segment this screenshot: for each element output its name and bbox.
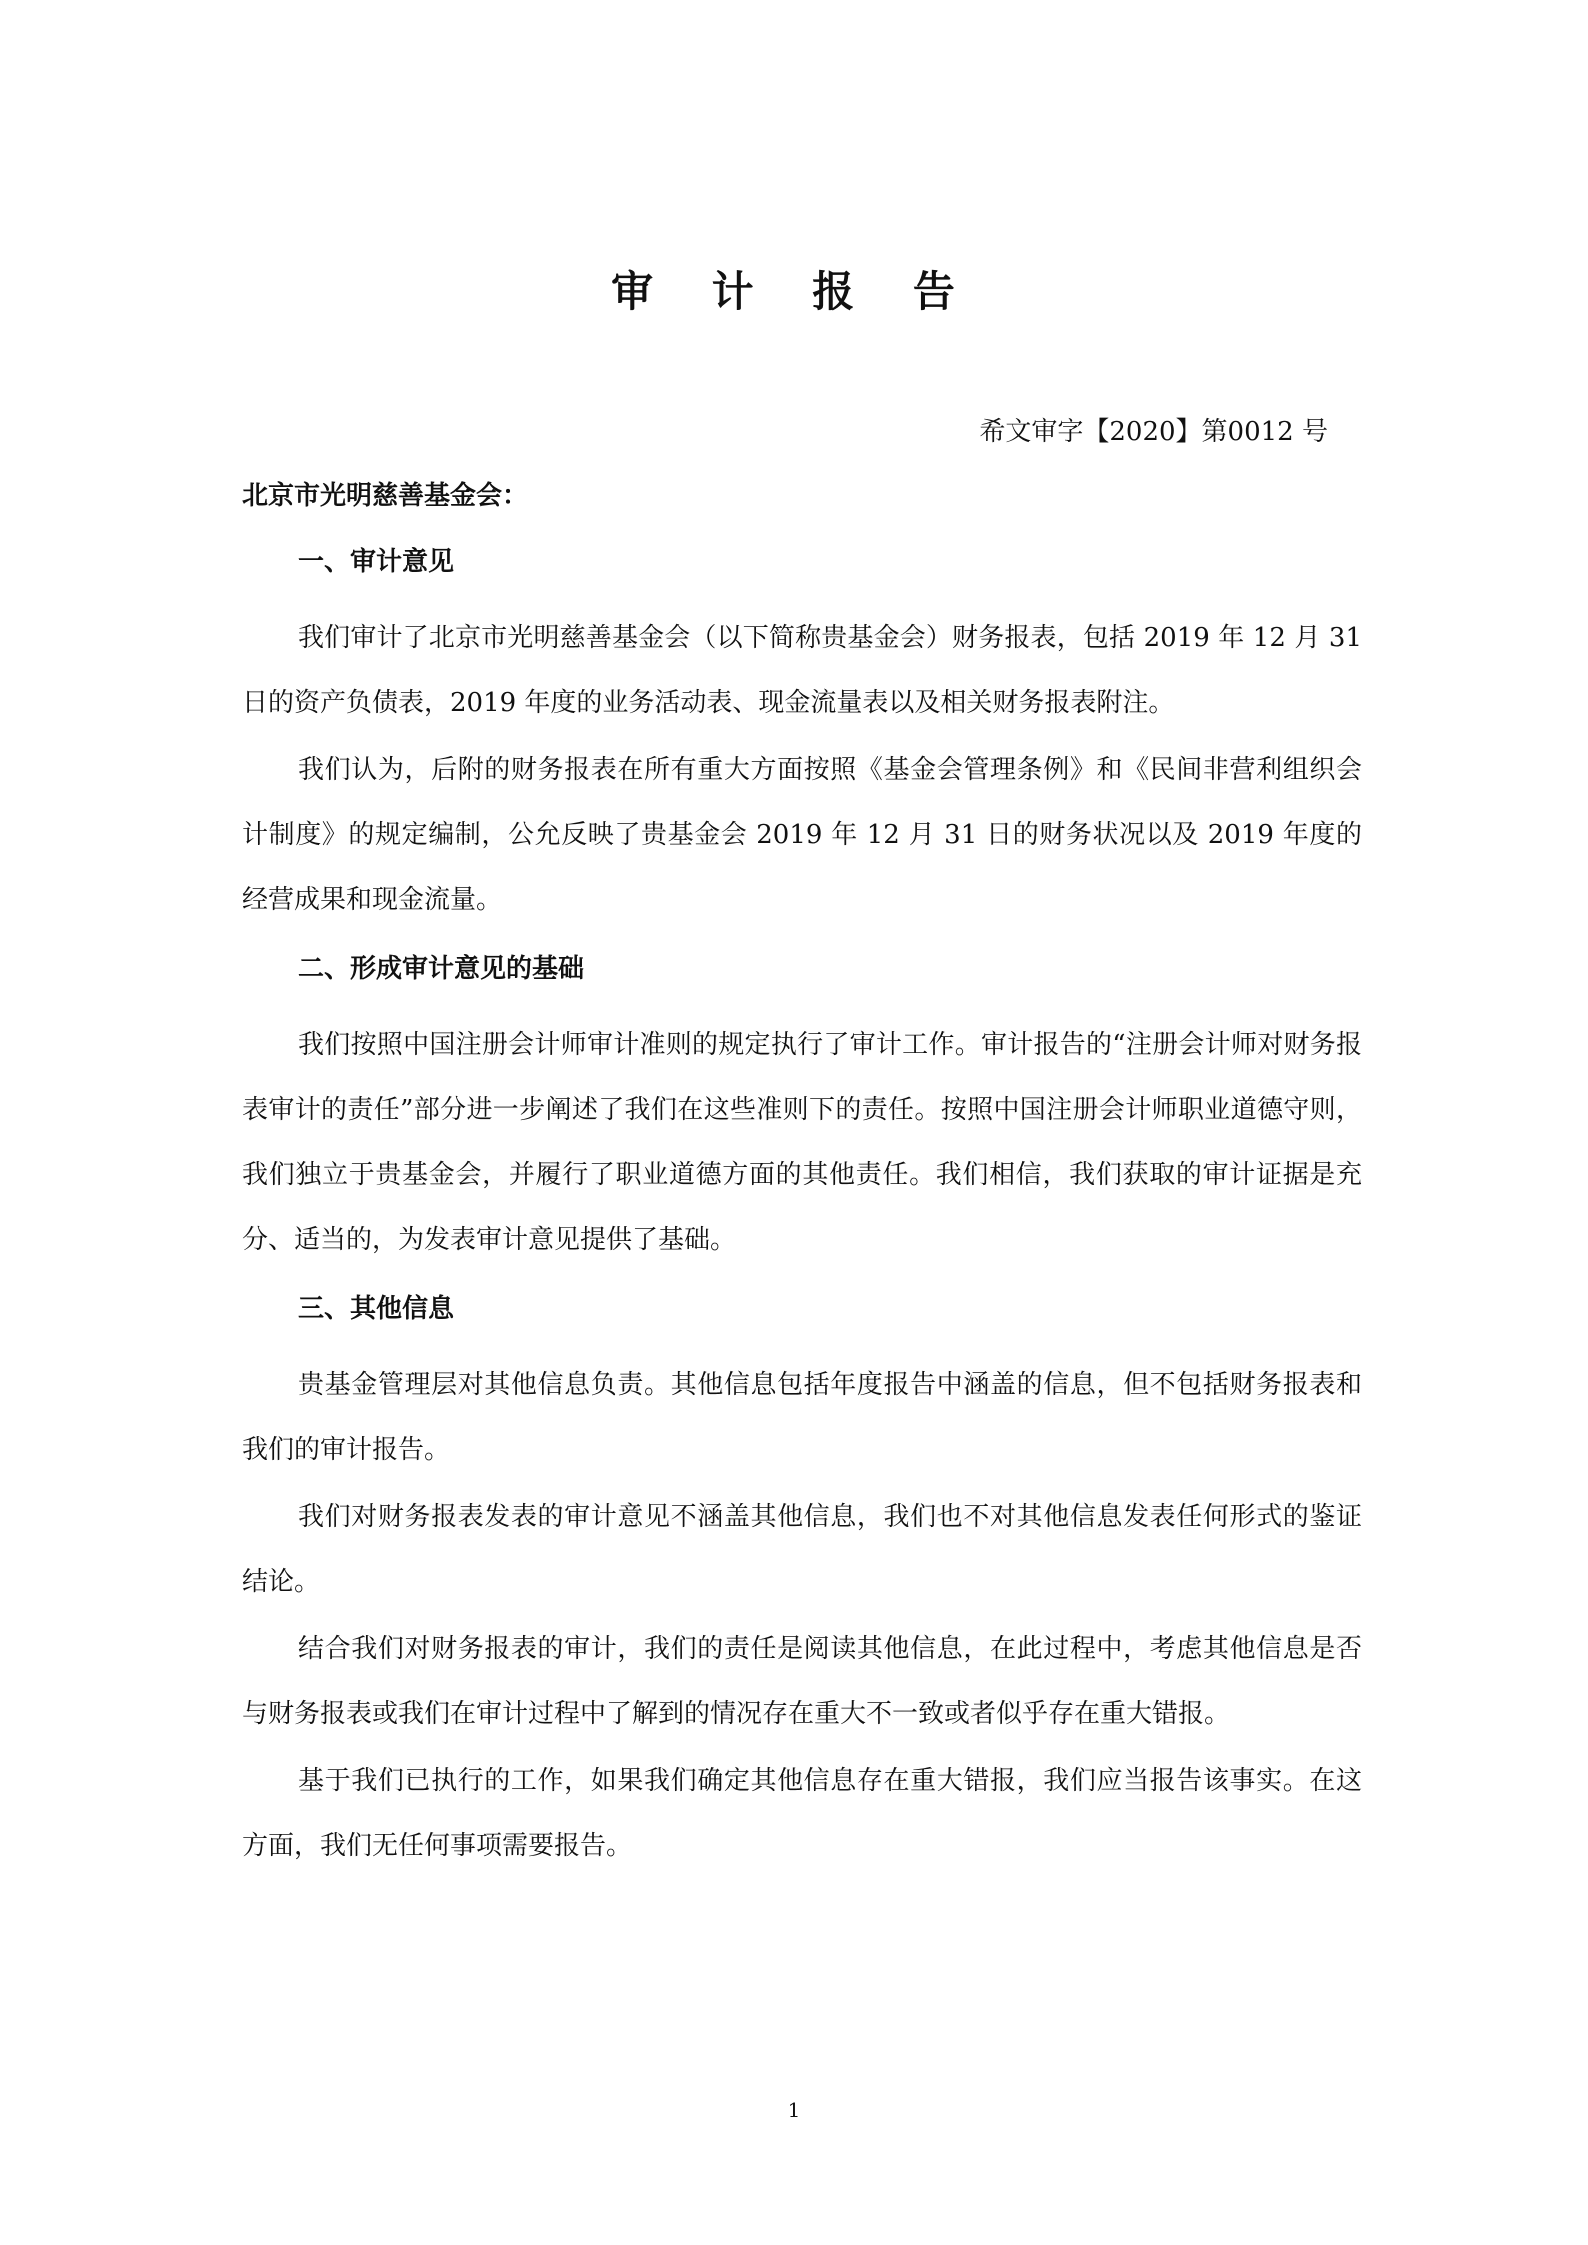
report-title: 审 计 报 告 <box>611 267 977 316</box>
paragraph: 结合我们对财务报表的审计，我们的责任是阅读其他信息，在此过程中，考虑其他信息是否与财务报表或我们在审计过程中了解到的情况存在重大不一致或者似乎存在重大错报。 <box>242 1634 1362 1729</box>
section-heading-other-information: 三、其他信息 <box>298 1294 455 1324</box>
paragraph: 我们审计了北京市光明慈善基金会（以下简称贵基金会）财务报表，包括 2019 年 12 月 31 日的资产负债表，2019 年度的业务活动表、现金流量表以及相关财务报表附注。 <box>242 623 1362 718</box>
paragraph: 基于我们已执行的工作，如果我们确定其他信息存在重大错报，我们应当报告该事实。在这方面，我们无任何事项需要报告。 <box>242 1766 1362 1861</box>
paragraph: 我们按照中国注册会计师审计准则的规定执行了审计工作。审计报告的“注册会计师对财务报表审计的责任”部分进一步阐述了我们在这些准则下的责任。按照中国注册会计师职业道德守则，我们独立于贵基金会，并履行了职业道德方面的其他责任。我们相信，我们获取的审计证据是充分、适当的，为发表审计意见提供了基础。 <box>242 1030 1362 1255</box>
reference-number: 希文审字【2020】第0012 号 <box>979 417 1328 447</box>
section-heading-audit-opinion: 一、审计意见 <box>298 547 455 577</box>
paragraph: 我们认为，后附的财务报表在所有重大方面按照《基金会管理条例》和《民间非营利组织会计制度》的规定编制，公允反映了贵基金会 2019 年 12 月 31 日的财务状况以及 2019 年度的经营成果和现金流量。 <box>242 755 1362 915</box>
paragraph: 我们对财务报表发表的审计意见不涵盖其他信息，我们也不对其他信息发表任何形式的鉴证结论。 <box>242 1502 1362 1597</box>
addressee: 北京市光明慈善基金会： <box>242 481 529 511</box>
section-heading-basis-for-opinion: 二、形成审计意见的基础 <box>298 954 585 984</box>
paragraph: 贵基金管理层对其他信息负责。其他信息包括年度报告中涵盖的信息，但不包括财务报表和我们的审计报告。 <box>242 1370 1362 1465</box>
page-number: 1 <box>787 2098 801 2122</box>
report-body <box>242 474 1362 1881</box>
